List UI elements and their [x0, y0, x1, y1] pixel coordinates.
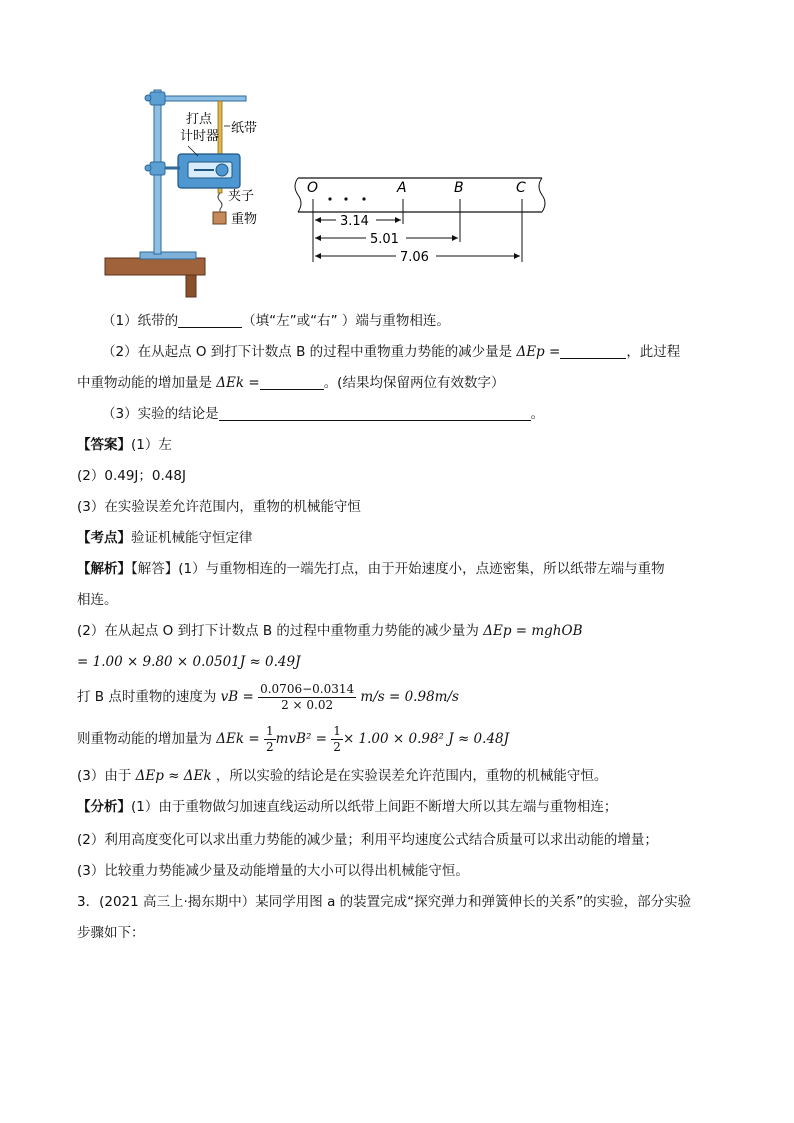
half-fraction-2: $\frac{1}{2}$ — [333, 723, 341, 754]
dim-5.01: 5.01 — [370, 232, 399, 247]
question-3-heading-2: 步骤如下： — [77, 925, 145, 941]
kaodian: 【考点】验证机械能守恒定律 — [77, 530, 253, 546]
dim-7.06: 7.06 — [400, 250, 429, 265]
jiexi-line-2b: = 1.00 × 9.80 × 0.0501J ≈ 0.49J — [77, 654, 301, 670]
fenxi-line-2: (2）利用高度变化可以求出重力势能的减少量；利用平均速度公式结合质量可以求出动能的增量； — [77, 832, 658, 848]
apparatus-figure — [100, 82, 280, 300]
jiexi-line-1: 【解析】【解答】(1）与重物相连的一端先打点，由于开始速度小，点迹密集，所以纸带左端与重物 — [77, 561, 665, 577]
stand-base — [140, 252, 196, 259]
jiexi-line-5: (3）由于 ΔEp ≈ ΔEk ，所以实验的结论是在实验误差允许范围内，重物的机械能守恒。 — [77, 768, 608, 784]
fenxi-line-1: 【分析】(1）由于重物做匀加速直线运动所以纸带上间距不断增大所以其左端与重物相连； — [77, 799, 618, 815]
answer-line-2: (2）0.49J；0.48J — [77, 468, 186, 484]
question-3: （3）实验的结论是 。 — [102, 406, 545, 422]
point-O: O — [307, 180, 319, 196]
question-2: （2）在从起点 O 到打下计数点 B 的过程中重物重力势能的减少量是 ΔEp = ，此过程 — [102, 344, 681, 360]
question-3-heading: 3．(2021 高三上·揭东期中）某同学用图 a 的装置完成“探究弹力和弹簧伸长的关系”的实验，部分实验 — [77, 894, 692, 910]
half-fraction-1: $\frac{1}{2}$ — [265, 723, 274, 754]
jiexi-line-3: 打 B 点时重物的速度为 vB = $\frac{0.0706-0.0314}{2 \times 0.02}$ m/s = 0.98m/s — [77, 681, 459, 712]
point-A: A — [397, 180, 407, 196]
weight-block — [213, 212, 226, 224]
answer-line-1: 【答案】(1）左 — [77, 437, 172, 453]
jiexi-line-1b: 相连。 — [77, 592, 118, 608]
table-leg — [186, 275, 196, 297]
jiexi-line-4: 则重物动能的增加量为 ΔEk = $\frac{1}{2}$ mvB² = $\frac{1}{2}$ × 1.00 × 0.98² J ≈ 0.48J — [77, 723, 510, 754]
label-clip: 夹子 — [228, 189, 255, 204]
fenxi-line-3: (3）比较重力势能减少量及动能增量的大小可以得出机械能守恒。 — [77, 863, 469, 879]
answer-blank-2b — [260, 375, 324, 390]
velocity-fraction: $\frac{0.0706-0.0314}{2 \times 0.02}$ — [260, 681, 355, 712]
point-C: C — [516, 180, 526, 196]
tape-diagram — [292, 172, 552, 268]
label-weight: 重物 — [231, 212, 258, 227]
table-top — [105, 258, 205, 275]
answer-blank-2a — [560, 344, 626, 359]
answer-blank-1 — [178, 313, 242, 328]
jiexi-line-2: (2）在从起点 O 到打下计数点 B 的过程中重物重力势能的减少量为 ΔEp = mghOB — [77, 623, 583, 639]
label-timer-1: 打点 — [186, 112, 213, 127]
label-tape: 纸带 — [231, 121, 258, 136]
question-1: （1）纸带的 （填“左”或“右” ）端与重物相连。 — [102, 313, 450, 329]
question-2b: 中重物动能的增加量是 ΔEk = 。(结果均保留两位有效数字） — [77, 375, 505, 391]
label-timer-2: 计时器 — [180, 129, 220, 144]
dim-3.14: 3.14 — [340, 214, 369, 229]
point-B: B — [454, 180, 464, 196]
answer-blank-3 — [219, 406, 531, 421]
answer-line-3: (3）在实验误差允许范围内，重物的机械能守恒 — [77, 499, 361, 515]
